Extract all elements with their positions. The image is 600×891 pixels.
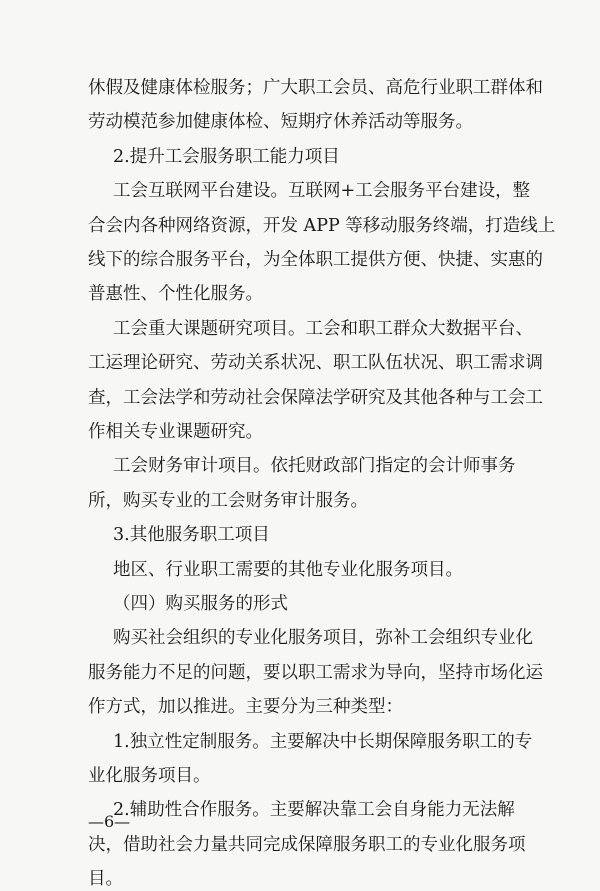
text-line: 2.辅助性合作服务。主要解决靠工会自身能力无法解	[113, 800, 515, 821]
page-number: —6—	[88, 812, 131, 831]
text-line: 1.独立性定制服务。主要解决中长期保障服务职工的专	[113, 731, 533, 752]
text-line: 劳动模范参加健康体检、短期疗休养活动等服务。	[88, 112, 473, 133]
text-line: 作方式，加以推进。主要分为三种类型：	[88, 697, 403, 718]
text-line: 工会财务审计项目。依托财政部门指定的会计师事务	[113, 456, 516, 477]
text-line: 服务能力不足的问题，要以职工需求为导向，坚持市场化运	[88, 662, 543, 683]
text-line: 工运理论研究、劳动关系状况、职工队伍状况、职工需求调	[88, 353, 543, 374]
text-line: （四）购买服务的形式	[113, 594, 288, 614]
text-line: 业化服务项目。	[88, 766, 211, 786]
text-line: 普惠性、个性化服务。	[88, 284, 263, 305]
text-line: 所，购买专业的工会财务审计服务。	[88, 490, 368, 511]
text-line: 决，借助社会力量共同完成保障服务职工的专业化服务项	[88, 834, 526, 855]
text-line: 休假及健康体检服务；广大职工会员、高危行业职工群体和	[88, 78, 543, 98]
text-line: 查，工会法学和劳动社会保障法学研究及其他各种与工会工	[88, 387, 543, 408]
text-line: 2.提升工会服务职工能力项目	[113, 146, 340, 167]
text-line: 线下的综合服务平台，为全体职工提供方便、快捷、实惠的	[88, 250, 543, 270]
text-line: 作相关专业课题研究。	[88, 422, 263, 442]
text-line: 合会内各种网络资源，开发 APP 等移动服务终端，打造线上	[88, 215, 556, 236]
text-line: 工会互联网平台建设。互联网+工会服务平台建设，整	[113, 181, 531, 202]
text-line: 地区、行业职工需要的其他专业化服务项目。	[113, 559, 463, 580]
text-line: 3.其他服务职工项目	[113, 525, 270, 546]
text-line: 购买社会组织的专业化服务项目，弥补工会组织专业化	[113, 628, 533, 649]
text-line: 工会重大课题研究项目。工会和职工群众大数据平台、	[113, 318, 533, 339]
text-line: 目。	[88, 869, 123, 890]
